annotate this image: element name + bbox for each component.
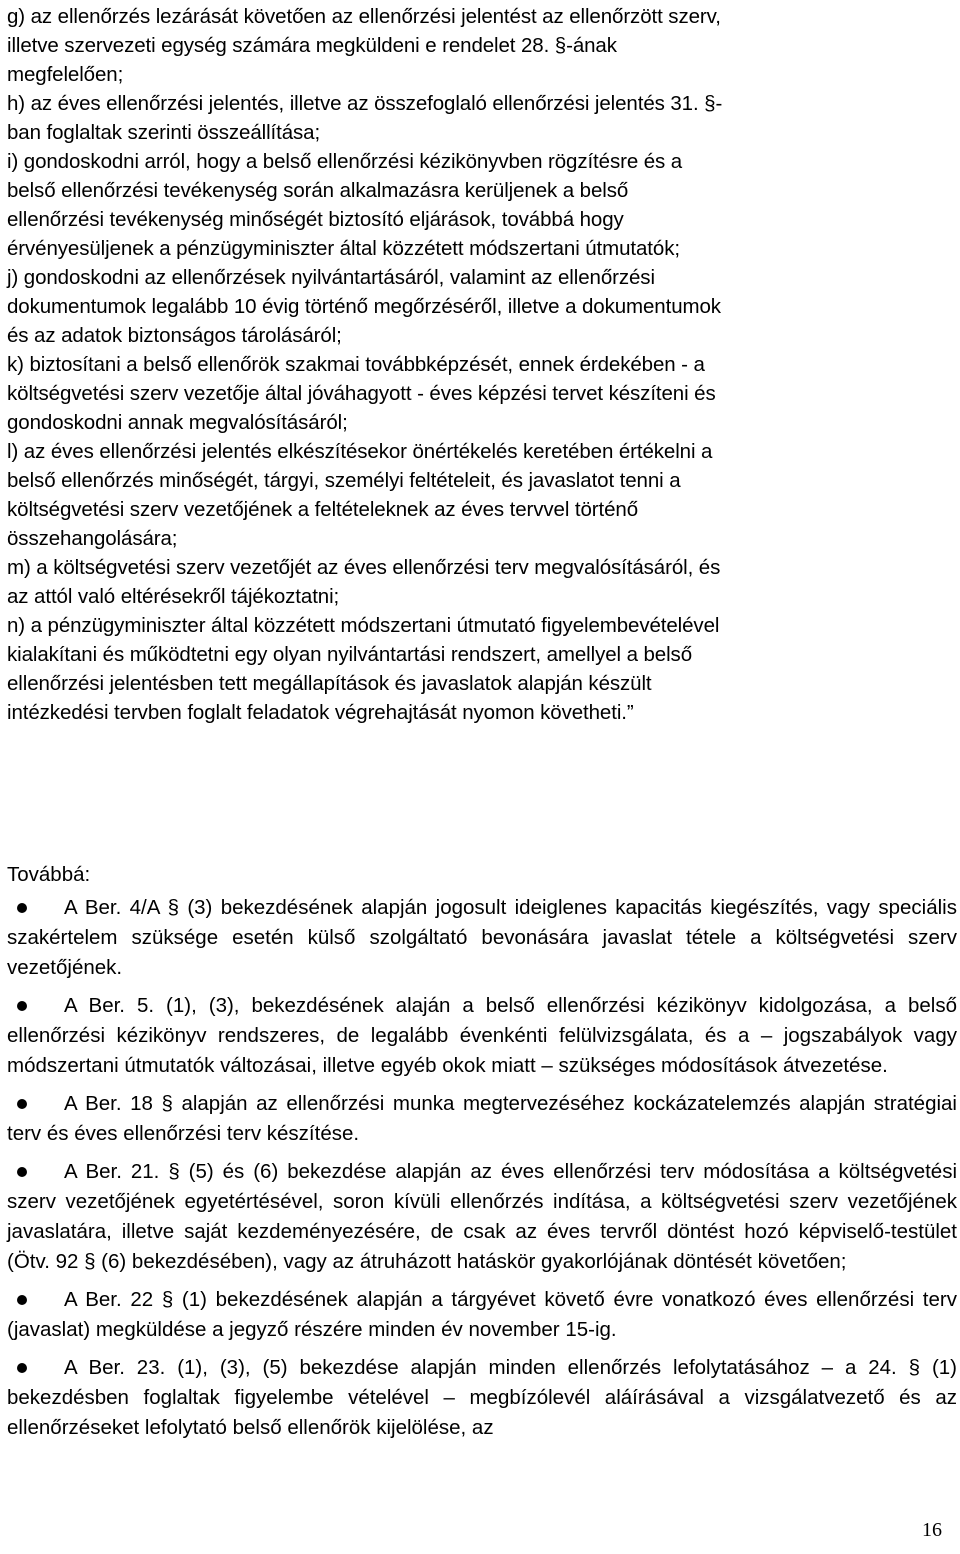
text-line: belső ellenőrzés minőségét, tárgyi, személyi feltételeit, és javaslatot tenni a xyxy=(7,469,681,492)
text-line: k) biztosítani a belső ellenőrök szakmai továbbképzését, ennek érdekében - a xyxy=(7,353,705,376)
text-line: megfelelően; xyxy=(7,63,124,86)
text-line: l) az éves ellenőrzési jelentés elkészítésekor önértékelés keretében értékelni a xyxy=(7,440,713,463)
text-line: költségvetési szerv vezetőjének a feltételeknek az éves tervvel történő xyxy=(7,498,639,521)
list-item xyxy=(7,1157,957,1277)
text-line: h) az éves ellenőrzési jelentés, illetve az összefoglaló ellenőrzési jelentés 31. §- xyxy=(7,92,723,115)
list-item-text: A Ber. 5. (1), (3), bekezdésének alaján a belső ellenőrzési kézikönyv kidolgozása, a belső ellenőrzési kézikönyv rendszeres, de legalább évenkénti felülvizsgálata, és a – jogszabályok vagy módszertani útmutatók változásai, illetve egyéb okok miatt – szükséges módosítások átvezetése. xyxy=(7,994,957,1077)
bullet-icon xyxy=(17,1099,27,1109)
text-line: i) gondoskodni arról, hogy a belső ellenőrzési kézikönyvben rögzítésre és a xyxy=(7,150,683,173)
list-item xyxy=(7,991,957,1081)
list-item xyxy=(7,1285,957,1345)
bullet-icon xyxy=(17,1295,27,1305)
list-item-text: A Ber. 22 § (1) bekezdésének alapján a tárgyévet követő évre vonatkozó éves ellenőrzési terv (javaslat) megküldése a jegyző részére minden év november 15-ig. xyxy=(7,1288,957,1341)
text-line: belső ellenőrzési tevékenység során alkalmazásra kerüljenek a belső xyxy=(7,179,629,202)
page-number: 16 xyxy=(922,1519,942,1541)
bullet-icon xyxy=(17,1167,27,1177)
list-item-text: A Ber. 18 § alapján az ellenőrzési munka megtervezéséhez kockázatelemzés alapján stratégiai terv és éves ellenőrzési terv készítése. xyxy=(7,1092,957,1145)
text-line: ellenőrzési tevékenység minőségét biztosító eljárások, továbbá hogy xyxy=(7,208,624,231)
text-line: az attól való eltérésekről tájékoztatni; xyxy=(7,585,340,608)
text-line: n) a pénzügyminiszter által közzétett módszertani útmutató figyelembevételével xyxy=(7,614,720,637)
bullet-icon xyxy=(17,903,27,913)
text-line: költségvetési szerv vezetője által jóváhagyott - éves képzési tervet készíteni és xyxy=(7,382,716,405)
list-item-text: A Ber. 23. (1), (3), (5) bekezdése alapján minden ellenőrzés lefolytatásához – a 24. § (1) bekezdésben foglaltak figyelembe vételével – megbízólevél aláírásával a vizsgálatvezető és az ellenőrzéseket lefolytató belső ellenőrök kijelölése, az xyxy=(7,1356,957,1439)
bullet-list xyxy=(7,893,957,1451)
text-line: g) az ellenőrzés lezárását követően az ellenőrzési jelentést az ellenőrzött szerv, xyxy=(7,5,721,28)
list-item xyxy=(7,1089,957,1149)
text-line: dokumentumok legalább 10 évig történő megőrzéséről, illetve a dokumentumok xyxy=(7,295,721,318)
section-heading: Továbbá: xyxy=(7,863,91,886)
text-line: intézkedési tervben foglalt feladatok végrehajtását nyomon követheti.” xyxy=(7,701,634,724)
text-line: ban foglaltak szerinti összeállítása; xyxy=(7,121,321,144)
list-item-text: A Ber. 4/A § (3) bekezdésének alapján jogosult ideiglenes kapacitás kiegészítés, vagy speciális szakértelem szüksége esetén külső szolgáltató bevonására javaslat tétele a költségvetési szerv vezetőjének. xyxy=(7,896,957,979)
text-line: kialakítani és működtetni egy olyan nyilvántartási rendszert, amellyel a belső xyxy=(7,643,692,666)
text-line: gondoskodni annak megvalósításáról; xyxy=(7,411,348,434)
text-line: j) gondoskodni az ellenőrzések nyilvántartásáról, valamint az ellenőrzési xyxy=(7,266,655,289)
bullet-icon xyxy=(17,1363,27,1373)
text-line: illetve szervezeti egység számára megküldeni e rendelet 28. §-ának xyxy=(7,34,617,57)
list-item-text: A Ber. 21. § (5) és (6) bekezdése alapján az éves ellenőrzési terv módosítása a költségvetési szerv vezetőjének egyetértésével, soron kívüli ellenőrzés indítása, a költségvetési szerv vezetőjének javaslatára, illetve saját kezdeményezésére, de csak az éves tervről döntést hozó képviselő-testület (Ötv. 92 § (6) bekezdésében), vagy az átruházott hatáskör gyakorlójának döntését követően; xyxy=(7,1160,957,1273)
text-line: m) a költségvetési szerv vezetőjét az éves ellenőrzési terv megvalósításáról, és xyxy=(7,556,721,579)
text-line: érvényesüljenek a pénzügyminiszter által közzétett módszertani útmutatók; xyxy=(7,237,680,260)
bullet-icon xyxy=(17,1001,27,1011)
list-item xyxy=(7,893,957,983)
text-line: és az adatok biztonságos tárolásáról; xyxy=(7,324,342,347)
list-item xyxy=(7,1353,957,1443)
text-line: összehangolására; xyxy=(7,527,178,550)
text-line: ellenőrzési jelentésben tett megállapítások és javaslatok alapján készült xyxy=(7,672,652,695)
